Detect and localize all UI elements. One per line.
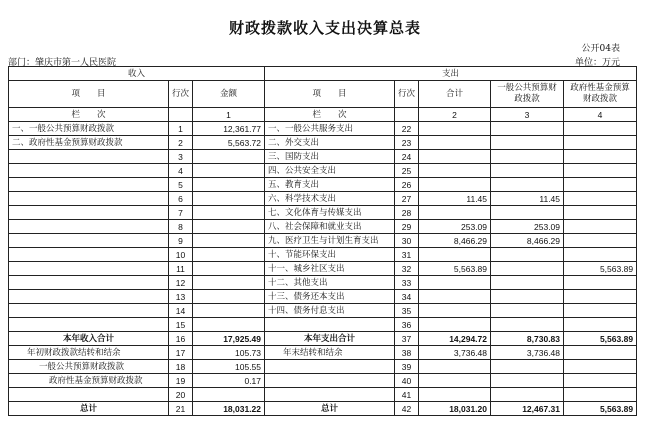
income-amount-cell [193,178,265,192]
income-row-no-cell: 11 [169,262,193,276]
income-item-cell: 一、一般公共预算财政拨款 [9,122,169,136]
income-row-no-cell: 7 [169,206,193,220]
total-cell: 253.09 [419,220,491,234]
income-amount-cell [193,262,265,276]
expense-row-no-cell: 35 [395,304,419,318]
summary-income-row-no-cell: 16 [169,332,193,346]
summary-row [9,374,637,388]
summary-total-cell: 3,736.48 [419,346,491,360]
summary-income-item-cell: 年初财政拨款结转和结余 [9,346,169,360]
summary-general-budget-cell [491,374,564,388]
income-row-no-cell: 13 [169,290,193,304]
expense-item-cell: 七、文化体育与传媒支出 [265,206,395,220]
income-row-no-cell: 10 [169,248,193,262]
total-cell [419,276,491,290]
col-2-label: 2 [419,108,491,122]
expense-row-no-cell: 30 [395,234,419,248]
summary-income-amount-cell: 18,031.22 [193,402,265,416]
gov-fund-cell [564,150,637,164]
gov-fund-cell [564,192,637,206]
gov-fund-cell [564,136,637,150]
income-amount-header: 金额 [193,81,265,108]
summary-expense-item-cell: 本年支出合计 [265,332,395,346]
income-item-cell [9,150,169,164]
income-item-cell [9,276,169,290]
general-budget-cell [491,206,564,220]
summary-gov-fund-cell [564,360,637,374]
summary-row [9,360,637,374]
table-row [9,220,637,234]
table-row [9,290,637,304]
general-budget-cell [491,122,564,136]
income-row-no-cell: 2 [169,136,193,150]
table-row [9,234,637,248]
income-amount-cell: 5,563.72 [193,136,265,150]
gov-fund-cell: 5,563.89 [564,262,637,276]
table-row [9,136,637,150]
summary-income-item-cell: 一般公共预算财政拨款 [9,360,169,374]
table-row [9,206,637,220]
total-cell [419,136,491,150]
summary-row [9,388,637,402]
summary-row [9,346,637,360]
total-cell: 8,466.29 [419,234,491,248]
general-budget-cell [491,304,564,318]
expense-item-cell [265,318,395,332]
gov-fund-cell [564,276,637,290]
income-column-label: 栏 次 [9,108,169,122]
expense-item-cell: 二、外交支出 [265,136,395,150]
income-row-no-cell: 3 [169,150,193,164]
total-cell: 11.45 [419,192,491,206]
summary-expense-item-cell: 年末结转和结余 [265,346,395,360]
expense-item-cell: 五、教育支出 [265,178,395,192]
income-item-cell [9,206,169,220]
gov-fund-cell [564,122,637,136]
summary-expense-item-cell [265,360,395,374]
income-item-cell [9,290,169,304]
general-budget-cell: 11.45 [491,192,564,206]
income-row-no-cell: 5 [169,178,193,192]
general-budget-cell [491,248,564,262]
budget-summary-table [8,66,637,416]
income-item-cell [9,220,169,234]
summary-income-item-cell [9,388,169,402]
summary-general-budget-cell: 8,730.83 [491,332,564,346]
gov-fund-cell [564,164,637,178]
summary-expense-item-cell: 总计 [265,402,395,416]
summary-row [9,332,637,346]
summary-income-amount-cell: 105.55 [193,360,265,374]
summary-income-item-cell: 本年收入合计 [9,332,169,346]
summary-expense-row-no-cell: 40 [395,374,419,388]
summary-row [9,402,637,416]
expense-row-no-cell: 29 [395,220,419,234]
gov-fund-cell [564,234,637,248]
summary-expense-row-no-cell: 39 [395,360,419,374]
summary-expense-row-no-cell: 37 [395,332,419,346]
gov-fund-cell [564,318,637,332]
summary-total-cell [419,388,491,402]
income-amount-cell [193,304,265,318]
income-amount-cell [193,150,265,164]
total-header: 合计 [419,81,491,108]
expense-row-no-cell: 33 [395,276,419,290]
col-1-label: 1 [193,108,265,122]
income-amount-cell [193,192,265,206]
summary-expense-item-cell [265,374,395,388]
summary-income-item-cell: 政府性基金预算财政拨款 [9,374,169,388]
summary-total-cell [419,374,491,388]
gov-fund-cell [564,248,637,262]
income-amount-cell [193,220,265,234]
total-cell [419,150,491,164]
table-row [9,262,637,276]
income-item-header: 项 目 [9,81,169,108]
income-row-no-header: 行次 [169,81,193,108]
expense-item-cell: 十、节能环保支出 [265,248,395,262]
expense-item-cell: 十一、城乡社区支出 [265,262,395,276]
summary-general-budget-cell [491,388,564,402]
summary-income-amount-cell: 17,925.49 [193,332,265,346]
income-row-no-cell: 12 [169,276,193,290]
summary-income-row-no-cell: 18 [169,360,193,374]
income-row-no-cell: 14 [169,304,193,318]
income-item-cell [9,164,169,178]
summary-income-row-no-cell: 21 [169,402,193,416]
summary-total-cell [419,360,491,374]
summary-income-item-cell: 总计 [9,402,169,416]
income-amount-cell [193,248,265,262]
table-row [9,150,637,164]
expense-item-cell: 九、医疗卫生与计划生育支出 [265,234,395,248]
general-budget-cell [491,318,564,332]
expense-row-no-cell: 26 [395,178,419,192]
table-row [9,122,637,136]
income-row-no-cell: 6 [169,192,193,206]
expense-row-no-cell: 34 [395,290,419,304]
summary-expense-item-cell [265,388,395,402]
income-amount-cell [193,318,265,332]
col-3-label: 3 [491,108,564,122]
expense-row-no-cell: 24 [395,150,419,164]
income-item-cell [9,304,169,318]
expense-section-header: 支出 [265,67,637,81]
expense-item-cell: 十三、债务还本支出 [265,290,395,304]
total-cell [419,304,491,318]
summary-total-cell: 14,294.72 [419,332,491,346]
total-cell [419,248,491,262]
general-budget-cell [491,178,564,192]
summary-expense-row-no-cell: 41 [395,388,419,402]
summary-income-row-no-cell: 20 [169,388,193,402]
income-amount-cell [193,234,265,248]
general-budget-cell: 253.09 [491,220,564,234]
form-number: 公开04表 [581,44,620,54]
summary-gov-fund-cell [564,388,637,402]
expense-item-cell: 一、一般公共服务支出 [265,122,395,136]
total-cell [419,290,491,304]
table-row [9,276,637,290]
expense-row-no-cell: 27 [395,192,419,206]
expense-row-no-cell: 32 [395,262,419,276]
general-budget-cell [491,150,564,164]
gov-fund-header: 政府性基金预算财政拨款 [564,81,637,108]
total-cell [419,122,491,136]
table-row [9,192,637,206]
gov-fund-cell [564,206,637,220]
table-row [9,304,637,318]
summary-income-row-no-cell: 17 [169,346,193,360]
summary-expense-row-no-cell: 42 [395,402,419,416]
summary-total-cell: 18,031.20 [419,402,491,416]
expense-item-cell: 四、公共安全支出 [265,164,395,178]
income-item-cell [9,192,169,206]
gov-fund-cell [564,290,637,304]
section-header-row [9,67,637,81]
expense-row-no-cell: 23 [395,136,419,150]
general-budget-cell [491,164,564,178]
general-budget-header: 一般公共预算财政拨款 [491,81,564,108]
income-item-cell [9,248,169,262]
summary-gov-fund-cell: 5,563.89 [564,332,637,346]
income-row-no-cell: 9 [169,234,193,248]
income-amount-cell [193,276,265,290]
summary-expense-row-no-cell: 38 [395,346,419,360]
general-budget-cell [491,290,564,304]
expense-row-no-cell: 25 [395,164,419,178]
general-budget-cell [491,136,564,150]
gov-fund-cell [564,220,637,234]
general-budget-cell [491,276,564,290]
income-row-no-cell: 1 [169,122,193,136]
table-row [9,248,637,262]
expense-item-cell: 十四、债务付息支出 [265,304,395,318]
summary-gov-fund-cell [564,346,637,360]
summary-income-amount-cell [193,388,265,402]
expense-item-cell: 八、社会保障和就业支出 [265,220,395,234]
total-cell [419,318,491,332]
summary-general-budget-cell: 12,467.31 [491,402,564,416]
total-cell [419,206,491,220]
expense-column-label: 栏 次 [265,108,395,122]
summary-income-row-no-cell: 19 [169,374,193,388]
income-amount-cell [193,290,265,304]
column-number-row [9,108,637,122]
column-header-row [9,81,637,108]
expense-item-cell: 十二、其他支出 [265,276,395,290]
table-row [9,164,637,178]
expense-row-no-header: 行次 [395,81,419,108]
report-title: 财政拨款收入支出决算总表 [228,19,421,37]
income-amount-cell: 12,361.77 [193,122,265,136]
income-section-header: 收入 [9,67,265,81]
income-item-cell: 二、政府性基金预算财政拨款 [9,136,169,150]
expense-row-no-cell: 31 [395,248,419,262]
total-cell [419,178,491,192]
table-row [9,178,637,192]
unit-label: 单位：万元 [574,58,620,68]
expense-row-no-cell: 36 [395,318,419,332]
income-item-cell [9,318,169,332]
income-row-no-cell: 4 [169,164,193,178]
general-budget-cell: 8,466.29 [491,234,564,248]
total-cell: 5,563.89 [419,262,491,276]
expense-item-cell: 六、科学技术支出 [265,192,395,206]
expense-row-no-cell: 28 [395,206,419,220]
summary-gov-fund-cell: 5,563.89 [564,402,637,416]
income-item-cell [9,234,169,248]
general-budget-cell [491,262,564,276]
income-amount-cell [193,206,265,220]
income-item-cell [9,262,169,276]
summary-gov-fund-cell [564,374,637,388]
summary-general-budget-cell [491,360,564,374]
col-4-label: 4 [564,108,637,122]
summary-general-budget-cell: 3,736.48 [491,346,564,360]
income-amount-cell [193,164,265,178]
gov-fund-cell [564,304,637,318]
expense-row-no-cell: 22 [395,122,419,136]
total-cell [419,164,491,178]
income-row-no-cell: 15 [169,318,193,332]
expense-item-cell: 三、国防支出 [265,150,395,164]
table-row [9,318,637,332]
department-label: 部门：肇庆市第一人民医院 [8,58,117,68]
gov-fund-cell [564,178,637,192]
summary-income-amount-cell: 0.17 [193,374,265,388]
summary-income-amount-cell: 105.73 [193,346,265,360]
income-item-cell [9,178,169,192]
income-row-no-cell: 8 [169,220,193,234]
expense-item-header: 项 目 [265,81,395,108]
